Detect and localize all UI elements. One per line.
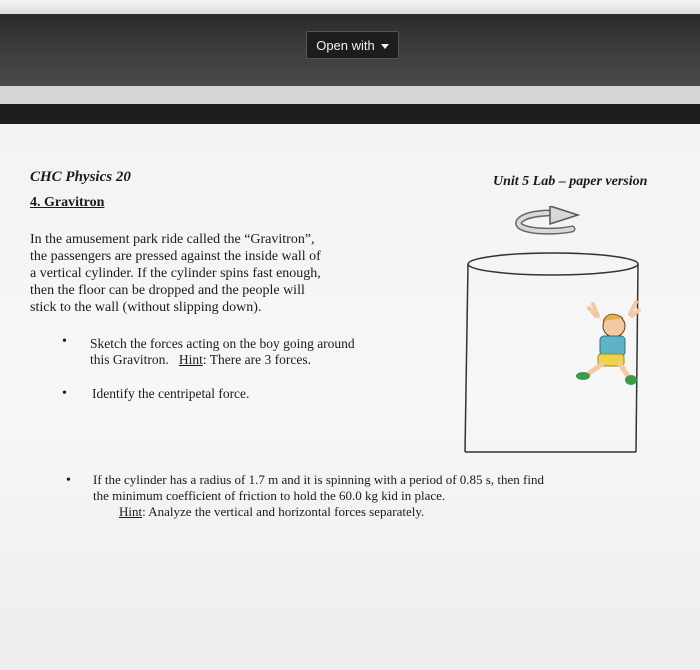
hint-text: : There are 3 forces. [202,352,311,367]
open-with-label: Open with [316,37,375,53]
bullet-centripetal: Identify the centripetal force. [92,386,250,401]
intro-paragraph [30,231,370,316]
course-title: CHC Physics 20 [30,169,131,185]
bullet-icon: • [62,334,67,349]
bullet-text-line2 [90,352,355,368]
hint-text: : Analyze the vertical and horizontal forces separately. [142,504,425,519]
cylinder-diagram [450,206,650,466]
rotation-arrow-icon [519,206,578,231]
bullet-text: this Gravitron. [90,352,169,367]
page-top-strip [0,104,700,124]
hint-line [93,504,544,520]
bullet-coefficient [93,472,544,520]
intro-line: then the floor can be dropped and the people will [30,283,305,298]
hint-label: Hint [119,504,143,519]
intro-line: stick to the wall (without slipping down). [30,300,262,315]
intro-line: the passengers are pressed against the inside wall of [30,249,321,264]
unit-title: Unit 5 Lab – paper version [493,174,648,189]
intro-line: a vertical cylinder. If the cylinder spins fast enough, [30,266,321,281]
section-title: 4. Gravitron [30,195,105,210]
bullet-text: If the cylinder has a radius of 1.7 m and it is spinning with a period of 0.85 s, then find [93,472,544,487]
open-with-button[interactable] [306,31,399,59]
viewer-gap [0,86,700,104]
bullet-text: Sketch the forces acting on the boy going around [90,336,355,351]
document-page [0,124,700,670]
bullet-icon: • [66,473,71,488]
intro-line: In the amusement park ride called the “Gravitron”, [30,232,315,247]
browser-top-strip [0,0,700,14]
bullet-sketch-forces [90,336,355,368]
bullet-icon: • [62,386,67,401]
hint-label: Hint [178,352,203,367]
kid-illustration [576,302,639,385]
bullet-text: the minimum coefficient of friction to hold the 60.0 kg kid in place. [93,488,446,503]
chevron-down-icon [381,44,389,49]
